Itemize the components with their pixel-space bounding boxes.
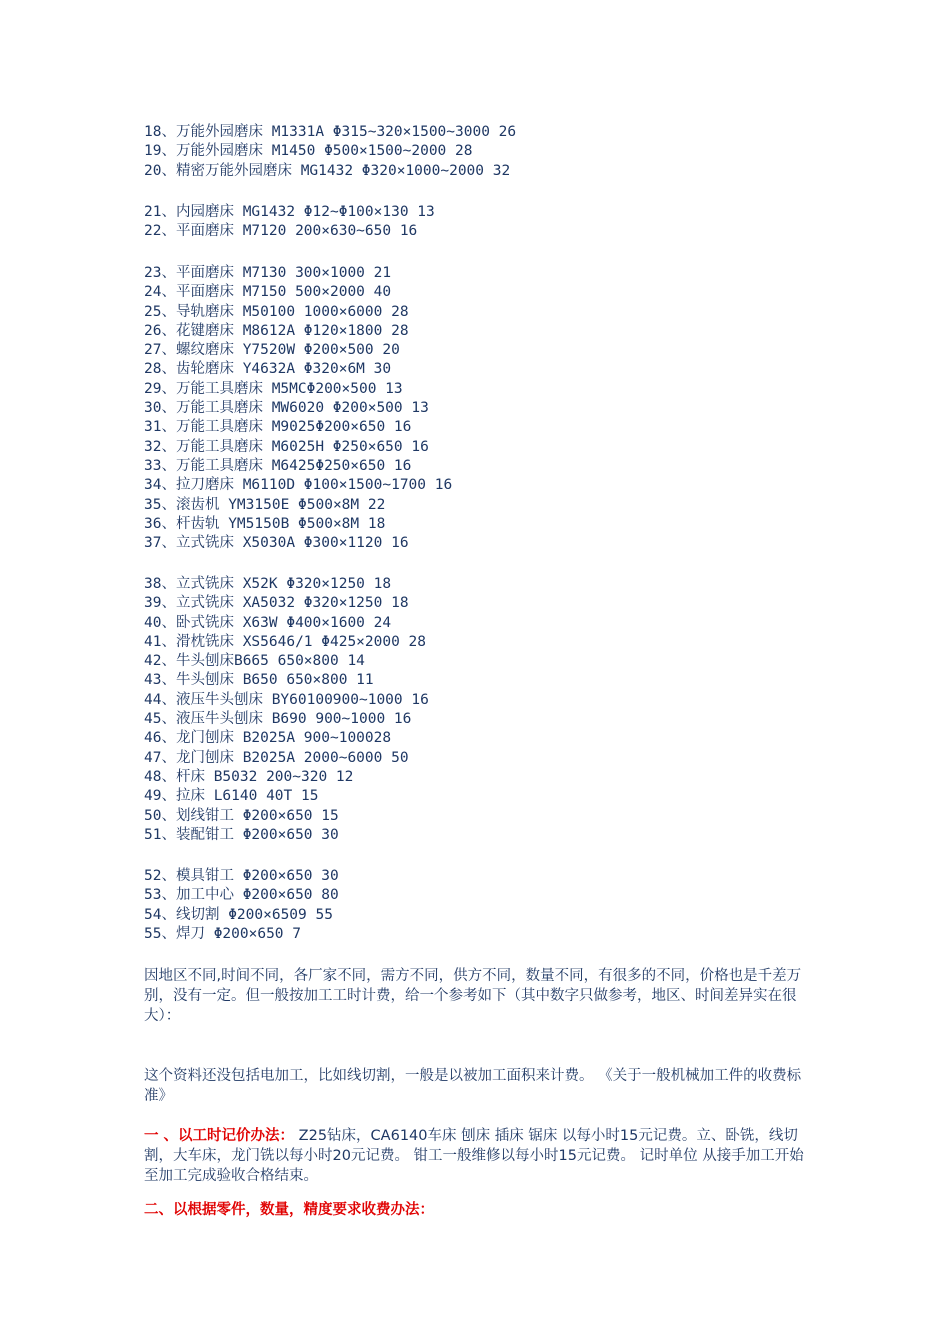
- list-item: 48、杆床 B5032 200~320 12: [144, 768, 354, 785]
- list-item: 51、装配钳工 Φ200×650 30: [144, 826, 339, 843]
- list-item: 29、万能工具磨床 M5MCΦ200×500 13: [144, 380, 403, 397]
- list-item: 55、焊刀 Φ200×650 7: [144, 925, 301, 942]
- list-item: 20、精密万能外园磨床 MG1432 Φ320×1000~2000 32: [144, 162, 511, 179]
- list-item: 46、龙门刨床 B2025A 900~100028: [144, 730, 392, 747]
- list-item: 45、液压牛头刨床 B690 900~1000 16: [144, 711, 412, 728]
- list-item: 25、导轨磨床 M50100 1000×6000 28: [144, 303, 409, 320]
- list-item: 36、杆齿轨 YM5150B Φ500×8M 18: [144, 515, 386, 532]
- list-item: 22、平面磨床 M7120 200×630~650 16: [144, 223, 418, 240]
- machine-list-group-3: [144, 264, 452, 553]
- machine-list-group-5: [144, 867, 339, 944]
- section-1-body: Z25钻床，CA6140车床 刨床 插床 锯床 以每小时15元记费。立、卧铣，线切割，大车床，龙门铣以每小时20元记费。 钳工一般维修以每小时15元记费。 记时单位 从接手加工开始至加工完成验收合格结束。: [144, 1128, 804, 1184]
- machine-list-group-1: [144, 123, 516, 181]
- list-item: 23、平面磨床 M7130 300×1000 21: [144, 265, 392, 281]
- list-item: 53、加工中心 Φ200×650 80: [144, 887, 339, 904]
- list-item: 35、滚齿机 YM3150E Φ500×8M 22: [144, 496, 386, 513]
- list-item: 42、牛头刨床B665 650×800 14: [144, 653, 365, 670]
- list-item: 52、模具钳工 Φ200×650 30: [144, 868, 339, 884]
- electrical-machining-note: 这个资料还没包括电加工，比如线切割，一般是以被加工面积来计费。 《关于一般机械加工件的收费标准》: [144, 1068, 802, 1104]
- list-item: 41、滑枕铣床 XS5646/1 Φ425×2000 28: [144, 633, 427, 650]
- list-item: 43、牛头刨床 B650 650×800 11: [144, 672, 374, 689]
- list-item: 28、齿轮磨床 Y4632A Φ320×6M 30: [144, 361, 392, 378]
- list-item: 18、万能外园磨床 M1331A Φ315~320×1500~3000 26: [144, 124, 517, 140]
- list-item: 21、内园磨床 MG1432 Φ12~Φ100×130 13: [144, 204, 435, 220]
- list-item: 27、螺纹磨床 Y7520W Φ200×500 20: [144, 342, 400, 359]
- section-part-based-pricing: [144, 1200, 814, 1220]
- list-item: 49、拉床 L6140 40T 15: [144, 788, 319, 805]
- list-item: 32、万能工具磨床 M6025H Φ250×650 16: [144, 438, 429, 455]
- list-item: 39、立式铣床 XA5032 Φ320×1250 18: [144, 595, 409, 612]
- list-item: 47、龙门刨床 B2025A 2000~6000 50: [144, 749, 409, 766]
- section-2-heading: 二、以根据零件，数量，精度要求收费办法：: [144, 1202, 434, 1218]
- machine-list-group-4: [144, 575, 429, 845]
- list-item: 40、卧式铣床 X63W Φ400×1600 24: [144, 614, 392, 631]
- list-item: 33、万能工具磨床 M6425Φ250×650 16: [144, 457, 412, 474]
- list-item: 26、花键磨床 M8612A Φ120×1800 28: [144, 322, 409, 339]
- list-item: 50、划线钳工 Φ200×650 15: [144, 807, 339, 824]
- list-item: 54、线切割 Φ200×6509 55: [144, 906, 333, 923]
- list-item: 37、立式铣床 X5030A Φ300×1120 16: [144, 535, 409, 552]
- section-hourly-pricing: [144, 1126, 814, 1186]
- section-1-heading: 一 、以工时记价办法：: [144, 1128, 295, 1144]
- list-item: 44、液压牛头刨床 BY60100900~1000 16: [144, 691, 429, 708]
- list-item: 30、万能工具磨床 MW6020 Φ200×500 13: [144, 400, 429, 417]
- pricing-intro-paragraph: 因地区不同,时间不同，各厂家不同，需方不同，供方不同，数量不同，有很多的不同，价格也是千差万别，没有一定。但一般按加工工时计费，给一个参考如下（其中数字只做参考，地区、时间差异实在很大）：: [144, 968, 802, 1024]
- list-item: 31、万能工具磨床 M9025Φ200×650 16: [144, 419, 412, 436]
- list-item: 38、立式铣床 X52K Φ320×1250 18: [144, 576, 392, 592]
- list-item: 19、万能外园磨床 M1450 Φ500×1500~2000 28: [144, 143, 473, 160]
- list-item: 24、平面磨床 M7150 500×2000 40: [144, 284, 392, 301]
- list-item: 34、拉刀磨床 M6110D Φ100×1500~1700 16: [144, 477, 453, 494]
- machine-list-group-2: [144, 203, 435, 242]
